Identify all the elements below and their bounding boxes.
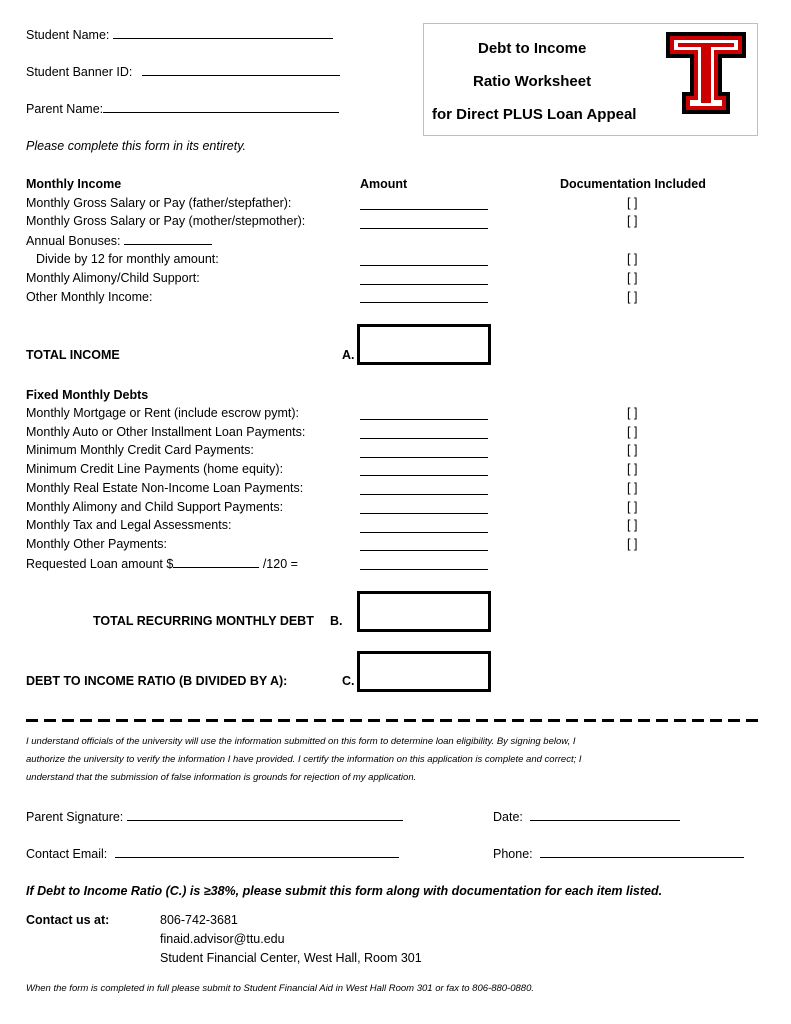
total-income-box[interactable]: [357, 324, 491, 365]
credit-card-checkbox[interactable]: [ ]: [627, 443, 638, 457]
credit-line-checkbox[interactable]: [ ]: [627, 462, 638, 476]
date-field[interactable]: [530, 809, 680, 821]
double-t-logo-icon: [664, 30, 748, 116]
title-line-1: Debt to Income: [478, 40, 587, 57]
date-label: Date:: [493, 810, 523, 824]
father-salary-label: Monthly Gross Salary or Pay (father/stepfather):: [26, 196, 292, 210]
mother-salary-label: Monthly Gross Salary or Pay (mother/stepmother):: [26, 214, 306, 228]
phone-row: [493, 846, 744, 861]
title-line-2: Ratio Worksheet: [473, 73, 592, 90]
mother-salary-checkbox[interactable]: [ ]: [627, 214, 638, 228]
divide-by-12-checkbox[interactable]: [ ]: [627, 252, 638, 266]
contact-office: Student Financial Center, West Hall, Room 301: [160, 951, 422, 965]
phone-field[interactable]: [540, 846, 744, 858]
alimony-child-checkbox[interactable]: [ ]: [627, 500, 638, 514]
requested-loan-amount[interactable]: [360, 569, 488, 570]
other-payments-checkbox[interactable]: [ ]: [627, 537, 638, 551]
banner-id-label: Student Banner ID:: [26, 65, 133, 79]
real-estate-checkbox[interactable]: [ ]: [627, 481, 638, 495]
parent-name-label: Parent Name:: [26, 102, 104, 116]
footer-note: When the form is completed in full please submit to Student Financial Aid in West Hall Room 301 or fax to 806-880-0880.: [26, 983, 534, 994]
date-row: [493, 809, 680, 824]
annual-bonuses-label: Annual Bonuses:: [26, 234, 121, 248]
alimony-child-label: Monthly Alimony and Child Support Payments:: [26, 500, 284, 514]
father-salary-amount[interactable]: [360, 209, 488, 210]
alimony-support-checkbox[interactable]: [ ]: [627, 271, 638, 285]
ratio-box[interactable]: [357, 651, 491, 692]
auto-installment-checkbox[interactable]: [ ]: [627, 425, 638, 439]
other-income-amount[interactable]: [360, 302, 488, 303]
student-name-field[interactable]: [113, 27, 333, 39]
ratio-notice: If Debt to Income Ratio (C.) is ≥38%, please submit this form along with documentation for each item listed.: [26, 884, 663, 898]
tax-legal-amount[interactable]: [360, 532, 488, 533]
credit-card-amount[interactable]: [360, 457, 488, 458]
contact-phone: 806-742-3681: [160, 913, 238, 927]
banner-id-field[interactable]: [142, 64, 340, 76]
annual-bonuses-row: [26, 233, 212, 248]
credit-card-label: Minimum Monthly Credit Card Payments:: [26, 443, 254, 457]
tax-legal-checkbox[interactable]: [ ]: [627, 518, 638, 532]
contact-email[interactable]: finaid.advisor@ttu.edu: [160, 932, 285, 946]
auto-installment-amount[interactable]: [360, 438, 488, 439]
tax-legal-label: Monthly Tax and Legal Assessments:: [26, 518, 232, 532]
parent-signature-label: Parent Signature:: [26, 810, 124, 824]
other-income-checkbox[interactable]: [ ]: [627, 290, 638, 304]
contact-email-row: [26, 846, 399, 861]
certification-line-1: I understand officials of the university will use the information submitted on this form to determine loan eligibility. By signing below, I: [26, 736, 576, 747]
total-income-label: TOTAL INCOME: [26, 348, 120, 362]
other-income-label: Other Monthly Income:: [26, 290, 153, 304]
ratio-marker: C.: [342, 674, 355, 688]
banner-id-row: [26, 64, 340, 79]
other-payments-amount[interactable]: [360, 550, 488, 551]
title-box: [423, 23, 758, 136]
student-name-row: [26, 27, 333, 42]
total-income-marker: A.: [342, 348, 355, 362]
alimony-child-amount[interactable]: [360, 513, 488, 514]
real-estate-label: Monthly Real Estate Non-Income Loan Payments:: [26, 481, 304, 495]
requested-loan-prefix: Requested Loan amount $: [26, 557, 174, 571]
parent-signature-row: [26, 809, 403, 824]
real-estate-amount[interactable]: [360, 494, 488, 495]
amount-heading: Amount: [360, 177, 408, 191]
total-debt-marker: B.: [330, 614, 343, 628]
father-salary-checkbox[interactable]: [ ]: [627, 196, 638, 210]
documentation-heading: Documentation Included: [560, 177, 706, 191]
mortgage-rent-checkbox[interactable]: [ ]: [627, 406, 638, 420]
annual-bonuses-field[interactable]: [124, 233, 212, 245]
requested-loan-row: [26, 556, 298, 571]
fixed-debts-heading: Fixed Monthly Debts: [26, 388, 149, 402]
mother-salary-amount[interactable]: [360, 228, 488, 229]
credit-line-label: Minimum Credit Line Payments (home equity):: [26, 462, 284, 476]
mortgage-rent-amount[interactable]: [360, 419, 488, 420]
requested-loan-field[interactable]: [173, 556, 259, 568]
parent-name-row: [26, 101, 339, 116]
parent-signature-field[interactable]: [127, 809, 403, 821]
contact-email-label: Contact Email:: [26, 847, 108, 861]
alimony-support-label: Monthly Alimony/Child Support:: [26, 271, 200, 285]
credit-line-amount[interactable]: [360, 475, 488, 476]
divide-by-12-amount[interactable]: [360, 265, 488, 266]
contact-email-field[interactable]: [115, 846, 399, 858]
mortgage-rent-label: Monthly Mortgage or Rent (include escrow pymt):: [26, 406, 300, 420]
total-debt-label: TOTAL RECURRING MONTHLY DEBT: [93, 614, 314, 628]
student-name-label: Student Name:: [26, 28, 110, 42]
parent-name-field[interactable]: [103, 101, 339, 113]
dashed-separator: [26, 719, 758, 722]
certification-line-2: authorize the university to verify the information I have provided. I certify the information on this application is complete and correct; I: [26, 754, 582, 765]
other-payments-label: Monthly Other Payments:: [26, 537, 168, 551]
instruction-text: Please complete this form in its entirety.: [26, 139, 246, 153]
ratio-label: DEBT TO INCOME RATIO (B DIVIDED BY A):: [26, 674, 288, 688]
total-debt-box[interactable]: [357, 591, 491, 632]
monthly-income-heading: Monthly Income: [26, 177, 122, 191]
requested-loan-suffix: /120 =: [262, 557, 298, 571]
divide-by-12-label: Divide by 12 for monthly amount:: [36, 252, 219, 266]
title-line-3: for Direct PLUS Loan Appeal: [432, 106, 637, 123]
contact-label: Contact us at:: [26, 913, 110, 927]
certification-line-3: understand that the submission of false information is grounds for rejection of my application.: [26, 772, 417, 783]
alimony-support-amount[interactable]: [360, 284, 488, 285]
phone-label: Phone:: [493, 847, 533, 861]
auto-installment-label: Monthly Auto or Other Installment Loan Payments:: [26, 425, 306, 439]
